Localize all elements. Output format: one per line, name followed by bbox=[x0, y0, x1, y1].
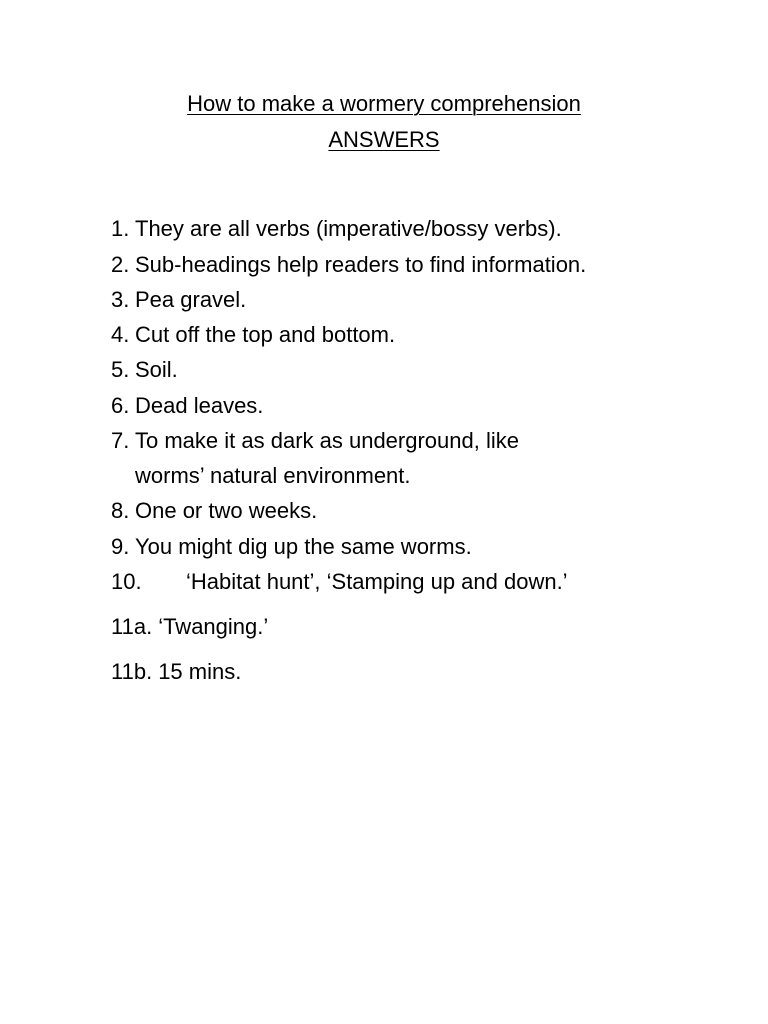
answer-item-4 bbox=[111, 322, 395, 348]
answer-number: 10. bbox=[111, 569, 142, 594]
answer-text: You might dig up the same worms. bbox=[135, 534, 472, 559]
answer-number: 5. bbox=[111, 357, 130, 382]
answer-number: 11a. bbox=[111, 614, 153, 639]
answer-item-3 bbox=[111, 287, 246, 313]
answer-item-5 bbox=[111, 357, 178, 383]
answer-text: ‘Twanging.’ bbox=[158, 614, 269, 639]
answer-number: 1. bbox=[111, 216, 130, 241]
answer-item-10 bbox=[111, 569, 568, 595]
answer-item-6 bbox=[111, 393, 263, 419]
answer-item-11b bbox=[111, 659, 241, 685]
answer-number: 4. bbox=[111, 322, 130, 347]
answer-number: 9. bbox=[111, 534, 130, 559]
answer-item-8 bbox=[111, 498, 317, 524]
answer-text: Cut off the top and bottom. bbox=[135, 322, 396, 347]
answer-text: ‘Habitat hunt’, ‘Stamping up and down.’ bbox=[186, 569, 568, 594]
answer-text: 15 mins. bbox=[158, 659, 242, 684]
answer-number: 2. bbox=[111, 252, 130, 277]
answer-text: To make it as dark as underground, like bbox=[135, 428, 519, 453]
answer-item-9 bbox=[111, 534, 472, 560]
document-subtitle: ANSWERS bbox=[328, 127, 440, 152]
answer-number: 3. bbox=[111, 287, 130, 312]
answer-item-1 bbox=[111, 216, 562, 242]
document-title: How to make a wormery comprehension bbox=[187, 91, 581, 116]
answer-text: They are all verbs (imperative/bossy verbs). bbox=[135, 216, 562, 241]
answer-number: 6. bbox=[111, 393, 130, 418]
answer-item-2 bbox=[111, 252, 586, 278]
answer-text: Dead leaves. bbox=[135, 393, 264, 418]
answer-item-11a bbox=[111, 614, 268, 640]
answer-number: 7. bbox=[111, 428, 130, 453]
answer-number: 8. bbox=[111, 498, 130, 523]
answer-number: 11b. bbox=[111, 659, 153, 684]
answer-text: Soil. bbox=[135, 357, 178, 382]
answer-text: Pea gravel. bbox=[135, 287, 247, 312]
answer-text: One or two weeks. bbox=[135, 498, 318, 523]
answer-text: Sub-headings help readers to find information. bbox=[135, 252, 587, 277]
answer-item-7-continuation: worms’ natural environment. bbox=[135, 463, 411, 488]
answer-item-7 bbox=[111, 428, 519, 454]
